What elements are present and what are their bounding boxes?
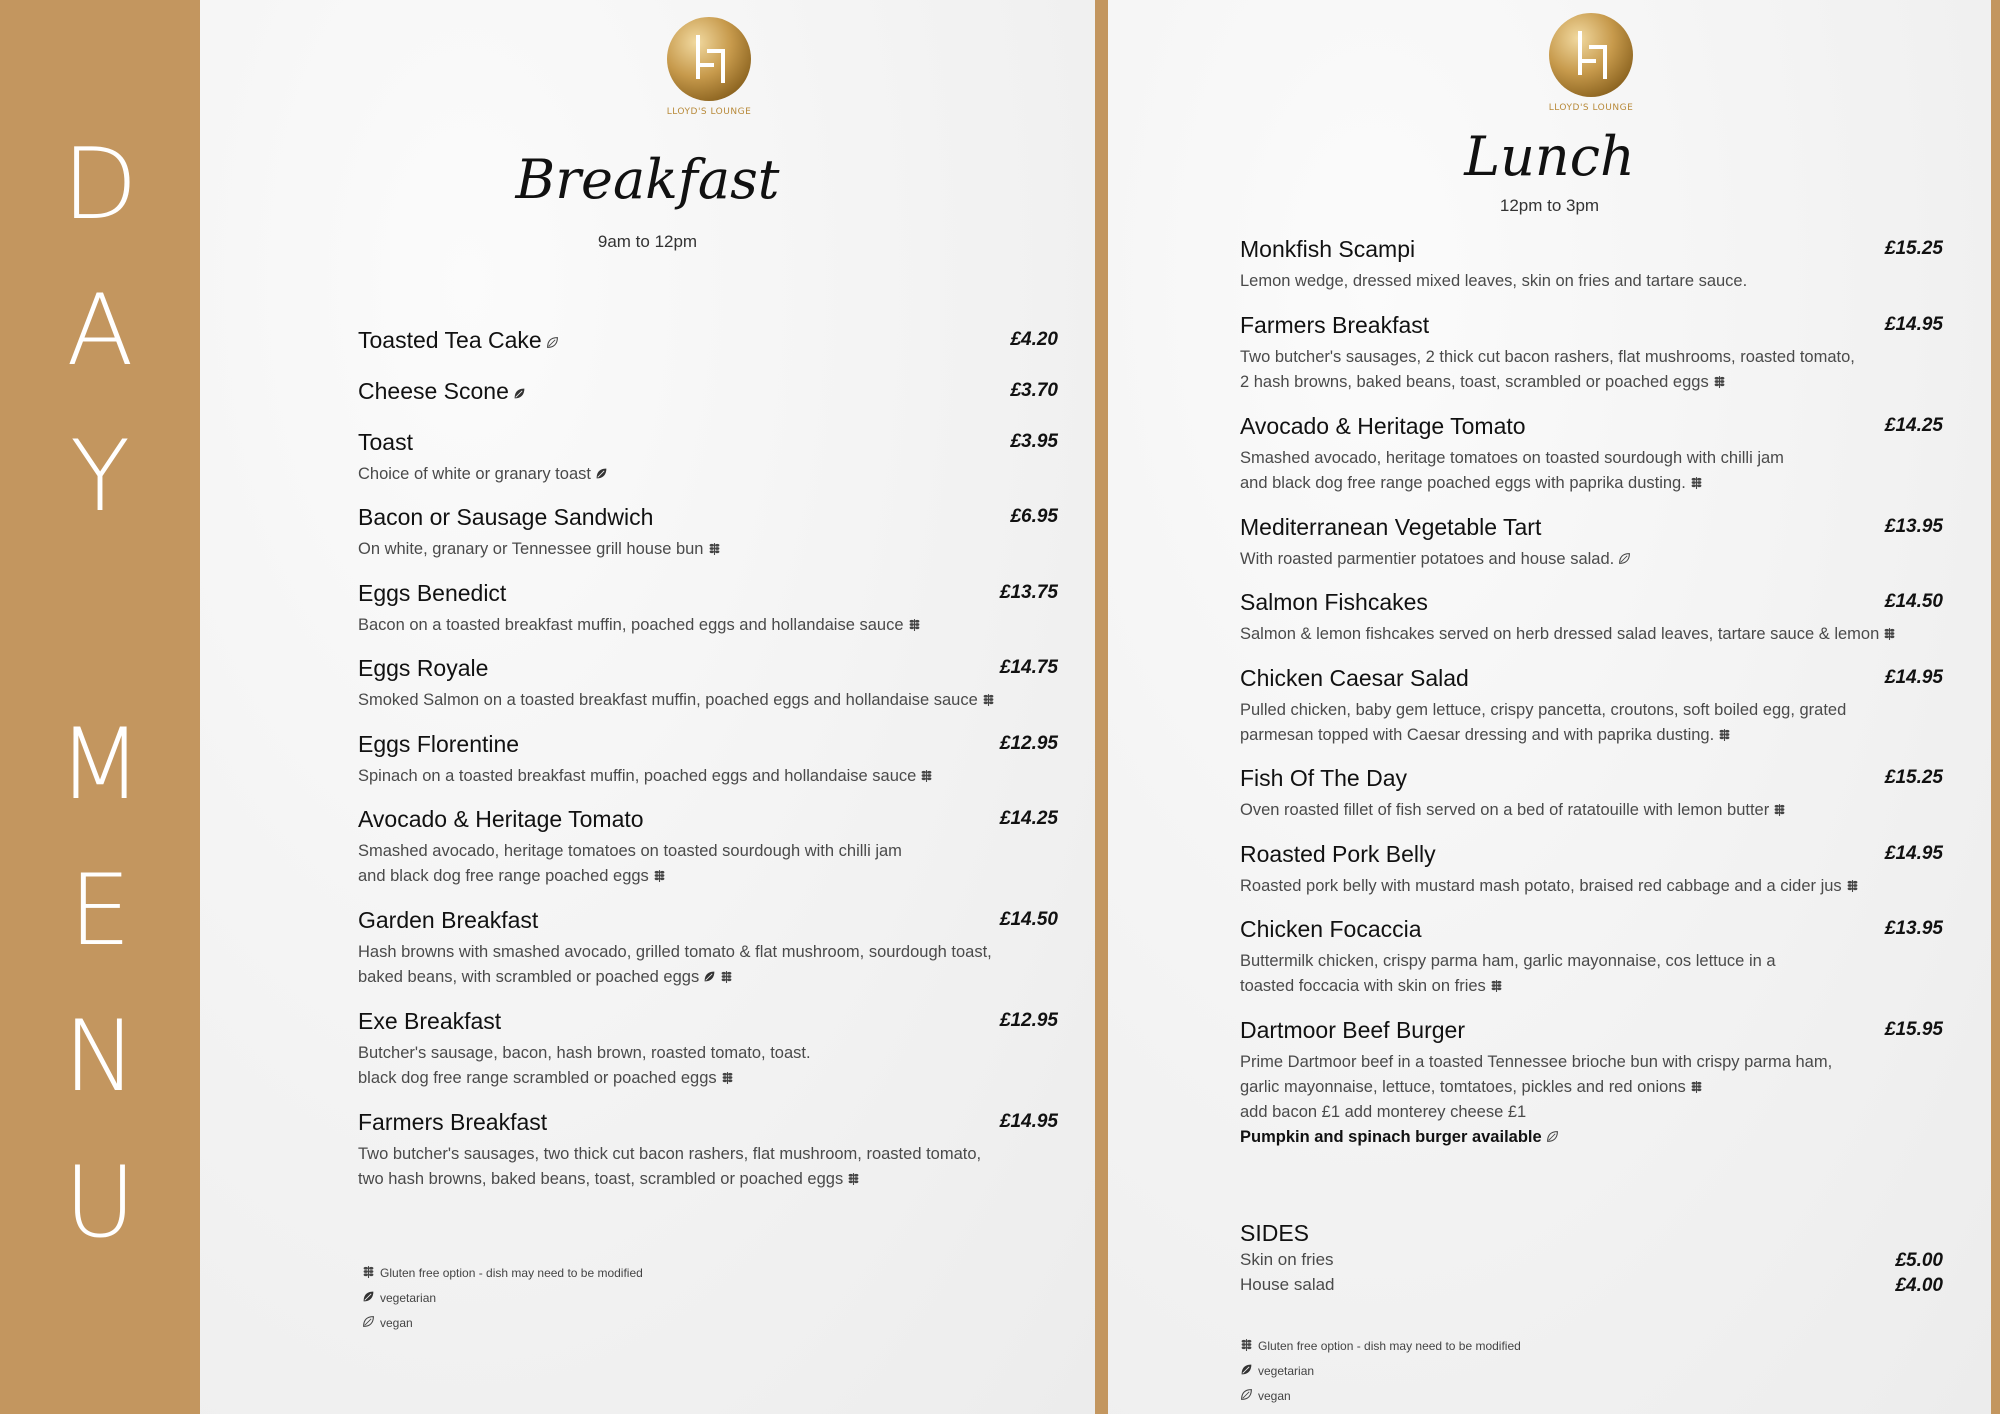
description-line: [1240, 698, 1846, 723]
gluten-free-icon: [982, 693, 995, 706]
menu-item: [1240, 236, 1943, 290]
description-text: Hash browns with smashed avocado, grilled tomato & flat mushroom, sourdough toast,: [358, 943, 992, 961]
menu-item-name: [1240, 589, 1428, 616]
logo-text: LLOYD'S LOUNGE: [666, 107, 752, 117]
description-text: With roasted parmentier potatoes and house salad.: [1240, 550, 1615, 568]
menu-item-name-text: Eggs Royale: [358, 655, 489, 681]
description-line: [1240, 1050, 1832, 1075]
menu-item-description: [358, 764, 933, 789]
menu-item-price: £14.95: [999, 1111, 1058, 1132]
description-line: [358, 613, 921, 638]
description-text: Pulled chicken, baby gem lettuce, crispy pancetta, croutons, soft boiled egg, grated: [1240, 701, 1847, 719]
menu-item-name: [1240, 841, 1436, 868]
legend-label: vegan: [380, 1316, 413, 1330]
vegetarian-icon: [595, 467, 608, 480]
description-text: Smashed avocado, heritage tomatoes on toasted sourdough with chilli jam: [358, 842, 902, 860]
legend-label: Gluten free option - dish may need to be modified: [380, 1266, 643, 1280]
banner-letter: D: [62, 128, 138, 242]
description-line: [1240, 547, 1631, 572]
menu-item-name-text: Farmers Breakfast: [358, 1109, 548, 1135]
menu-item-name: [358, 655, 488, 682]
menu-item-name-text: Monkfish Scampi: [1240, 236, 1416, 262]
description-line: [1240, 798, 1786, 823]
description-text: and black dog free range poached eggs: [358, 867, 649, 885]
menu-item-description: [1240, 345, 1855, 395]
menu-item-name: [1240, 916, 1422, 943]
description-line: [1240, 471, 1784, 496]
description-line: [1240, 723, 1846, 748]
menu-item-price: £14.95: [1884, 314, 1943, 335]
gluten-free-icon: [708, 542, 721, 555]
menu-item-price: £14.50: [1884, 591, 1943, 612]
legend-row: [362, 1290, 643, 1315]
menu-item-name-text: Toast: [358, 429, 413, 455]
menu-item: [1240, 514, 1943, 568]
legend-label: vegetarian: [1258, 1364, 1315, 1378]
vegan-icon: [1618, 552, 1631, 565]
menu-item: [358, 429, 1058, 483]
description-line: [358, 864, 902, 889]
menu-item-name-text: Toasted Tea Cake: [358, 327, 542, 353]
gluten-free-icon: [1490, 979, 1503, 992]
menu-item-price: £14.25: [1884, 415, 1943, 436]
menu-item-name-text: Garden Breakfast: [358, 907, 539, 933]
menu-item: [358, 731, 1058, 785]
logo-emblem-icon: [667, 17, 751, 101]
menu-item: [358, 327, 1058, 357]
description-line: [1240, 1100, 1832, 1125]
menu-item-price: £4.20: [1010, 329, 1058, 350]
menu-item-name: [358, 378, 526, 405]
gluten-free-icon: [362, 1265, 375, 1278]
lunch-hours: 12pm to 3pm: [1499, 196, 1600, 215]
menu-item: [1240, 1017, 1943, 1146]
side-item-name: Skin on fries: [1240, 1250, 1334, 1269]
menu-item: [1240, 312, 1943, 391]
menu-item-description: [1240, 949, 1776, 999]
description-line: [358, 1066, 811, 1091]
lloyds-lounge-logo: [1548, 13, 1634, 113]
side-item: [1240, 1250, 1943, 1274]
description-line: [1240, 974, 1776, 999]
gluten-free-icon: [721, 1071, 734, 1084]
sides-title: SIDES: [1240, 1220, 1310, 1246]
legend-label: Gluten free option - dish may need to be modified: [1258, 1339, 1521, 1353]
menu-item-name-text: Farmers Breakfast: [1240, 312, 1430, 338]
description-line: [358, 764, 933, 789]
banner-letter: A: [66, 274, 134, 388]
menu-item-description: [1240, 798, 1786, 823]
menu-item-description: [1240, 622, 1896, 647]
banner-letter: U: [64, 1146, 136, 1260]
menu-item-name: [358, 731, 519, 758]
legend-row: [1240, 1388, 1521, 1413]
menu-item-price: £14.95: [1884, 667, 1943, 688]
menu-item-name-text: Mediterranean Vegetable Tart: [1240, 514, 1542, 540]
breakfast-hours: 9am to 12pm: [597, 232, 698, 251]
menu-item-name: [1240, 1017, 1465, 1044]
menu-item-name-text: Bacon or Sausage Sandwich: [358, 504, 654, 530]
description-line: [358, 688, 995, 713]
vegetarian-icon: [513, 387, 526, 400]
menu-item-name: [1240, 514, 1541, 541]
menu-item-name: [358, 1008, 501, 1035]
menu-item-name-text: Avocado & Heritage Tomato: [358, 806, 644, 832]
description-line: [358, 1167, 981, 1192]
description-text: Two butcher's sausages, two thick cut bacon rashers, flat mushroom, roasted tomato,: [358, 1145, 982, 1163]
menu-item-name-text: Chicken Focaccia: [1240, 916, 1422, 942]
description-line: [1240, 370, 1855, 395]
description-line: [1240, 1075, 1832, 1100]
menu-item-description: [358, 462, 608, 487]
menu-item-name: [358, 806, 644, 833]
menu-item: [358, 1109, 1058, 1188]
gluten-free-icon: [1718, 728, 1731, 741]
menu-item-description: [358, 839, 902, 889]
menu-item-description: [358, 940, 992, 990]
legend-row: [362, 1315, 643, 1340]
menu-item-name: [1240, 765, 1407, 792]
side-item: [1240, 1275, 1943, 1299]
dietary-legend: [362, 1265, 643, 1340]
menu-item-price: £13.95: [1884, 516, 1943, 537]
menu-item-description: [358, 1041, 811, 1091]
gluten-free-icon: [1240, 1338, 1253, 1351]
description-line: [358, 839, 902, 864]
description-text: Bacon on a toasted breakfast muffin, poached eggs and hollandaise sauce: [358, 616, 904, 634]
gluten-free-icon: [1690, 1080, 1703, 1093]
menu-item-price: £15.95: [1884, 1019, 1943, 1040]
menu-item-description: [1240, 547, 1631, 572]
description-text: Two butcher's sausages, 2 thick cut bacon rashers, flat mushrooms, roasted tomato,: [1240, 348, 1855, 366]
vegetarian-icon: [1240, 1363, 1253, 1376]
gluten-free-icon: [1713, 375, 1726, 388]
vegan-icon: [546, 336, 559, 349]
menu-item: [358, 1008, 1058, 1087]
description-text: Pumpkin and spinach burger available: [1240, 1128, 1542, 1146]
menu-item-price: £14.95: [1884, 843, 1943, 864]
vegan-icon: [362, 1315, 375, 1328]
lloyds-lounge-logo: [666, 17, 752, 117]
description-text: Smashed avocado, heritage tomatoes on toasted sourdough with chilli jam: [1240, 449, 1784, 467]
gluten-free-icon: [1690, 476, 1703, 489]
menu-item-price: £3.95: [1010, 431, 1058, 452]
menu-item-name-text: Eggs Florentine: [358, 731, 520, 757]
menu-item-description: [1240, 269, 1747, 294]
description-line: [1240, 269, 1747, 294]
menu-item-name-text: Dartmoor Beef Burger: [1240, 1017, 1465, 1043]
menu-item-description: [1240, 1050, 1832, 1150]
description-text: Buttermilk chicken, crispy parma ham, garlic mayonnaise, cos lettuce in a: [1240, 952, 1776, 970]
side-item-name: House salad: [1240, 1275, 1335, 1294]
description-line: [1240, 446, 1784, 471]
description-text: 2 hash browns, baked beans, toast, scrambled or poached eggs: [1240, 373, 1709, 391]
gluten-free-icon: [847, 1172, 860, 1185]
menu-item: [358, 378, 1058, 408]
side-item-price: £5.00: [1895, 1250, 1943, 1271]
gluten-free-icon: [908, 618, 921, 631]
banner-letter: Y: [70, 420, 130, 534]
menu-item-name: [358, 429, 413, 456]
vegetarian-icon: [703, 970, 716, 983]
breakfast-page: [200, 0, 1095, 1414]
menu-item-description: [358, 1142, 981, 1192]
description-text: Spinach on a toasted breakfast muffin, poached eggs and hollandaise sauce: [358, 767, 917, 785]
menu-item-name: [358, 504, 653, 531]
logo-emblem-icon: [1549, 13, 1633, 97]
menu-item-name: [1240, 665, 1469, 692]
menu-item-price: £14.75: [999, 657, 1058, 678]
legend-label: vegan: [1258, 1389, 1291, 1403]
menu-item-name-text: Chicken Caesar Salad: [1240, 665, 1469, 691]
menu-item-name: [1240, 236, 1415, 263]
menu-item: [1240, 413, 1943, 492]
description-text: Butcher's sausage, bacon, hash brown, roasted tomato, toast.: [358, 1044, 811, 1062]
description-line: [1240, 622, 1896, 647]
description-text: On white, granary or Tennessee grill house bun: [358, 540, 704, 558]
menu-item-name-text: Fish Of The Day: [1240, 765, 1408, 791]
description-text: black dog free range scrambled or poached eggs: [358, 1069, 717, 1087]
description-line: [358, 940, 992, 965]
description-text: Oven roasted fillet of fish served on a bed of ratatouille with lemon butter: [1240, 801, 1770, 819]
menu-item-description: [1240, 874, 1859, 899]
description-text: parmesan topped with Caesar dressing and with paprika dusting.: [1240, 726, 1715, 744]
menu-item-name: [1240, 312, 1429, 339]
menu-item: [1240, 665, 1943, 744]
breakfast-title: Breakfast: [515, 148, 780, 211]
menu-item-name-text: Exe Breakfast: [358, 1008, 502, 1034]
legend-row: [1240, 1338, 1521, 1363]
menu-item-name-text: Eggs Benedict: [358, 580, 507, 606]
lunch-page: [1108, 0, 1991, 1414]
page-edge: [1991, 0, 2000, 1414]
menu-item-price: £3.70: [1010, 380, 1058, 401]
gluten-free-icon: [1846, 879, 1859, 892]
description-text: two hash browns, baked beans, toast, scrambled or poached eggs: [358, 1170, 844, 1188]
description-line: [358, 1041, 811, 1066]
menu-item-name: [358, 580, 506, 607]
menu-item-price: £12.95: [999, 1010, 1058, 1031]
lunch-title: Lunch: [1464, 125, 1635, 188]
gluten-free-icon: [1773, 803, 1786, 816]
menu-item-name-text: Cheese Scone: [358, 378, 509, 404]
menu-item: [1240, 841, 1943, 895]
description-text: garlic mayonnaise, lettuce, tomtatoes, pickles and red onions: [1240, 1078, 1686, 1096]
description-text: add bacon £1 add monterey cheese £1: [1240, 1103, 1527, 1121]
gluten-free-icon: [653, 869, 666, 882]
menu-item-price: £15.25: [1884, 238, 1943, 259]
menu-item: [358, 806, 1058, 885]
description-line: [358, 1142, 981, 1167]
description-text: Prime Dartmoor beef in a toasted Tennessee brioche bun with crispy parma ham,: [1240, 1053, 1833, 1071]
legend-row: [1240, 1363, 1521, 1388]
gluten-free-icon: [1883, 627, 1896, 640]
menu-item: [1240, 916, 1943, 995]
menu-item-name: [358, 327, 559, 354]
gluten-free-icon: [720, 970, 733, 983]
banner-letter: N: [63, 1000, 137, 1114]
gluten-free-icon: [920, 769, 933, 782]
menu-item: [358, 907, 1058, 986]
description-line: [1240, 1125, 1832, 1150]
legend-row: [362, 1265, 643, 1290]
description-line: [1240, 345, 1855, 370]
menu-item-name: [1240, 413, 1526, 440]
description-line: [1240, 949, 1776, 974]
menu-item-price: £15.25: [1884, 767, 1943, 788]
menu-item: [1240, 765, 1943, 819]
menu-item-price: £14.50: [999, 909, 1058, 930]
banner-letter: E: [69, 854, 131, 968]
menu-item: [1240, 589, 1943, 643]
dietary-legend: [1240, 1338, 1521, 1413]
menu-item-name: [358, 1109, 547, 1136]
menu-item-description: [358, 537, 721, 562]
menu-item: [358, 655, 1058, 709]
menu-item-name-text: Salmon Fishcakes: [1240, 589, 1428, 615]
day-menu-banner: [0, 0, 200, 1414]
description-text: baked beans, with scrambled or poached eggs: [358, 968, 700, 986]
banner-letter: M: [57, 708, 143, 822]
menu-item-description: [1240, 446, 1784, 496]
menu-item: [358, 504, 1058, 558]
description-text: and black dog free range poached eggs with paprika dusting.: [1240, 474, 1686, 492]
menu-item-price: £14.25: [999, 808, 1058, 829]
vegan-icon: [1546, 1130, 1559, 1143]
description-text: Smoked Salmon on a toasted breakfast muffin, poached eggs and hollandaise sauce: [358, 691, 978, 709]
side-item-price: £4.00: [1895, 1275, 1943, 1296]
page-divider: [1095, 0, 1108, 1414]
description-line: [358, 965, 992, 990]
menu-item-price: £13.75: [999, 582, 1058, 603]
menu-item: [358, 580, 1058, 634]
vegetarian-icon: [362, 1290, 375, 1303]
menu-item-description: [358, 688, 995, 713]
menu-item-price: £6.95: [1010, 506, 1058, 527]
description-line: [358, 462, 608, 487]
description-text: toasted foccacia with skin on fries: [1240, 977, 1486, 995]
description-text: Lemon wedge, dressed mixed leaves, skin on fries and tartare sauce.: [1240, 272, 1748, 290]
menu-item-name-text: Roasted Pork Belly: [1240, 841, 1436, 867]
menu-item-price: £13.95: [1884, 918, 1943, 939]
logo-text: LLOYD'S LOUNGE: [1548, 103, 1634, 113]
menu-item-description: [1240, 698, 1846, 748]
vegan-icon: [1240, 1388, 1253, 1401]
description-line: [358, 537, 721, 562]
menu-item-price: £12.95: [999, 733, 1058, 754]
description-text: Choice of white or granary toast: [358, 465, 591, 483]
menu-item-name: [358, 907, 538, 934]
menu-item-name-text: Avocado & Heritage Tomato: [1240, 413, 1526, 439]
legend-label: vegetarian: [380, 1291, 437, 1305]
description-text: Roasted pork belly with mustard mash potato, braised red cabbage and a cider jus: [1240, 877, 1842, 895]
description-text: Salmon & lemon fishcakes served on herb dressed salad leaves, tartare sauce & lemon: [1240, 625, 1880, 643]
menu-item-description: [358, 613, 921, 638]
description-line: [1240, 874, 1859, 899]
